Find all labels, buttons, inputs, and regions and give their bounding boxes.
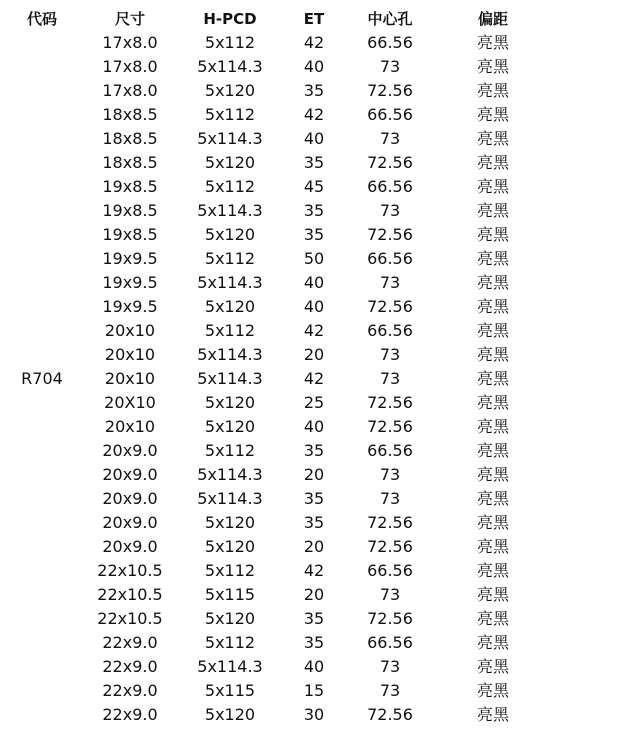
cell-pcd: 5x114.3 [197, 369, 263, 388]
cell-code [0, 79, 84, 103]
table-body [0, 31, 625, 727]
cell-offset: 亮黑 [476, 537, 509, 556]
table-row [0, 415, 625, 439]
cell-pcd: 5x115 [204, 681, 256, 700]
cell-center-bore: 73 [379, 201, 401, 220]
cell-center-bore: 72.56 [367, 225, 413, 244]
cell-code [0, 703, 84, 727]
cell-code [0, 511, 84, 535]
table-row [0, 199, 625, 223]
cell-code [0, 55, 84, 79]
cell-et: 35 [303, 81, 325, 100]
cell-size: 22x9.0 [102, 681, 158, 700]
cell-code [0, 583, 84, 607]
cell-center-bore: 66.56 [367, 321, 413, 340]
cell-code [0, 343, 84, 367]
cell-code [0, 535, 84, 559]
cell-size: 18x8.5 [102, 129, 158, 148]
cell-et: 42 [303, 33, 325, 52]
cell-center-bore: 66.56 [367, 105, 413, 124]
cell-center-bore: 73 [379, 129, 401, 148]
cell-pcd: 5x120 [204, 393, 256, 412]
table-row [0, 103, 625, 127]
table-row [0, 223, 625, 247]
table-row [0, 343, 625, 367]
cell-pcd: 5x114.3 [197, 345, 263, 364]
table-row [0, 367, 625, 391]
table-row [0, 511, 625, 535]
cell-center-bore: 72.56 [367, 393, 413, 412]
wheel-spec-table [0, 7, 625, 727]
cell-center-bore: 73 [379, 57, 401, 76]
cell-offset: 亮黑 [476, 417, 509, 436]
cell-center-bore: 73 [379, 369, 401, 388]
cell-pcd: 5x114.3 [197, 273, 263, 292]
cell-offset: 亮黑 [476, 465, 509, 484]
cell-pcd: 5x114.3 [197, 465, 263, 484]
cell-pcd: 5x112 [204, 441, 256, 460]
cell-et: 40 [303, 129, 325, 148]
cell-offset: 亮黑 [476, 681, 509, 700]
cell-offset: 亮黑 [476, 33, 509, 52]
cell-center-bore: 72.56 [367, 153, 413, 172]
cell-size: 20x10 [104, 321, 156, 340]
cell-size: 20X10 [104, 393, 156, 412]
cell-size: 17x8.0 [102, 57, 158, 76]
cell-et: 42 [303, 369, 325, 388]
table-row [0, 55, 625, 79]
cell-pcd: 5x114.3 [197, 657, 263, 676]
cell-size: 22x9.0 [102, 633, 158, 652]
table-row [0, 703, 625, 727]
cell-code: R704 [21, 369, 63, 388]
cell-offset: 亮黑 [476, 657, 509, 676]
cell-size: 19x9.5 [102, 297, 158, 316]
cell-center-bore: 72.56 [367, 417, 413, 436]
cell-size: 17x8.0 [102, 33, 158, 52]
cell-pcd: 5x120 [204, 297, 256, 316]
cell-code [0, 463, 84, 487]
cell-offset: 亮黑 [476, 201, 509, 220]
cell-code [0, 31, 84, 55]
cell-size: 20x10 [104, 369, 156, 388]
cell-et: 40 [303, 417, 325, 436]
cell-code [0, 631, 84, 655]
cell-offset: 亮黑 [476, 129, 509, 148]
cell-size: 20x9.0 [102, 513, 158, 532]
header-et: ET [303, 10, 325, 28]
cell-et: 35 [303, 153, 325, 172]
cell-et: 20 [303, 585, 325, 604]
cell-code [0, 247, 84, 271]
cell-pcd: 5x112 [204, 33, 256, 52]
cell-et: 42 [303, 105, 325, 124]
cell-code [0, 199, 84, 223]
cell-pcd: 5x112 [204, 321, 256, 340]
cell-size: 20x9.0 [102, 489, 158, 508]
cell-pcd: 5x120 [204, 705, 256, 724]
cell-code [0, 487, 84, 511]
cell-size: 17x8.0 [102, 81, 158, 100]
cell-pcd: 5x112 [204, 249, 256, 268]
cell-size: 20x9.0 [102, 537, 158, 556]
cell-et: 35 [303, 441, 325, 460]
cell-pcd: 5x114.3 [197, 201, 263, 220]
cell-size: 18x8.5 [102, 153, 158, 172]
table-row [0, 319, 625, 343]
table-row [0, 151, 625, 175]
cell-offset: 亮黑 [476, 153, 509, 172]
cell-et: 35 [303, 201, 325, 220]
cell-offset: 亮黑 [476, 105, 509, 124]
cell-center-bore: 72.56 [367, 705, 413, 724]
table-row [0, 559, 625, 583]
table-header-row [0, 7, 625, 31]
cell-et: 45 [303, 177, 325, 196]
cell-pcd: 5x114.3 [197, 57, 263, 76]
cell-et: 40 [303, 273, 325, 292]
cell-et: 35 [303, 609, 325, 628]
cell-et: 40 [303, 297, 325, 316]
cell-pcd: 5x112 [204, 177, 256, 196]
cell-offset: 亮黑 [476, 225, 509, 244]
cell-center-bore: 72.56 [367, 609, 413, 628]
table-row [0, 631, 625, 655]
cell-center-bore: 73 [379, 489, 401, 508]
table-row [0, 391, 625, 415]
table-row [0, 31, 625, 55]
cell-size: 19x9.5 [102, 249, 158, 268]
table-row [0, 607, 625, 631]
cell-offset: 亮黑 [476, 369, 509, 388]
cell-et: 20 [303, 345, 325, 364]
cell-et: 42 [303, 561, 325, 580]
cell-code [0, 103, 84, 127]
cell-size: 20x9.0 [102, 441, 158, 460]
cell-pcd: 5x114.3 [197, 489, 263, 508]
cell-size: 19x8.5 [102, 201, 158, 220]
cell-pcd: 5x120 [204, 513, 256, 532]
cell-pcd: 5x112 [204, 105, 256, 124]
cell-pcd: 5x115 [204, 585, 256, 604]
cell-center-bore: 73 [379, 585, 401, 604]
cell-offset: 亮黑 [476, 489, 509, 508]
cell-code [0, 655, 84, 679]
cell-code [0, 679, 84, 703]
cell-pcd: 5x120 [204, 153, 256, 172]
cell-size: 20x10 [104, 345, 156, 364]
cell-offset: 亮黑 [476, 393, 509, 412]
table-row [0, 487, 625, 511]
cell-center-bore: 72.56 [367, 513, 413, 532]
cell-pcd: 5x120 [204, 225, 256, 244]
cell-pcd: 5x120 [204, 81, 256, 100]
cell-et: 50 [303, 249, 325, 268]
cell-et: 15 [303, 681, 325, 700]
cell-size: 22x9.0 [102, 657, 158, 676]
cell-offset: 亮黑 [476, 81, 509, 100]
table-row [0, 127, 625, 151]
cell-center-bore: 66.56 [367, 441, 413, 460]
cell-offset: 亮黑 [476, 513, 509, 532]
cell-offset: 亮黑 [476, 321, 509, 340]
cell-size: 18x8.5 [102, 105, 158, 124]
cell-center-bore: 66.56 [367, 633, 413, 652]
cell-center-bore: 72.56 [367, 297, 413, 316]
table-row [0, 247, 625, 271]
cell-center-bore: 66.56 [367, 249, 413, 268]
cell-pcd: 5x114.3 [197, 129, 263, 148]
cell-et: 35 [303, 513, 325, 532]
cell-code [0, 151, 84, 175]
cell-size: 20x9.0 [102, 465, 158, 484]
header-pcd: H-PCD [203, 10, 257, 28]
table-row [0, 679, 625, 703]
header-code: 代码 [26, 10, 57, 28]
cell-size: 20x10 [104, 417, 156, 436]
table-row [0, 655, 625, 679]
cell-et: 30 [303, 705, 325, 724]
cell-offset: 亮黑 [476, 57, 509, 76]
cell-code [0, 223, 84, 247]
cell-code [0, 415, 84, 439]
cell-code [0, 295, 84, 319]
cell-size: 19x8.5 [102, 225, 158, 244]
cell-offset: 亮黑 [476, 297, 509, 316]
cell-offset: 亮黑 [476, 561, 509, 580]
cell-et: 20 [303, 465, 325, 484]
cell-size: 19x8.5 [102, 177, 158, 196]
table-row [0, 79, 625, 103]
cell-offset: 亮黑 [476, 249, 509, 268]
cell-code [0, 127, 84, 151]
cell-offset: 亮黑 [476, 441, 509, 460]
header-center-bore: 中心孔 [367, 10, 413, 28]
cell-size: 22x9.0 [102, 705, 158, 724]
table-row [0, 583, 625, 607]
table-row [0, 295, 625, 319]
cell-center-bore: 66.56 [367, 177, 413, 196]
cell-pcd: 5x120 [204, 537, 256, 556]
cell-offset: 亮黑 [476, 633, 509, 652]
table-row [0, 175, 625, 199]
cell-offset: 亮黑 [476, 177, 509, 196]
cell-pcd: 5x120 [204, 417, 256, 436]
cell-et: 35 [303, 633, 325, 652]
cell-size: 22x10.5 [97, 561, 163, 580]
cell-center-bore: 73 [379, 273, 401, 292]
cell-code [0, 319, 84, 343]
header-size: 尺寸 [114, 10, 145, 28]
cell-offset: 亮黑 [476, 345, 509, 364]
table-row [0, 463, 625, 487]
cell-size: 22x10.5 [97, 609, 163, 628]
cell-center-bore: 73 [379, 465, 401, 484]
cell-center-bore: 66.56 [367, 33, 413, 52]
cell-offset: 亮黑 [476, 585, 509, 604]
cell-center-bore: 73 [379, 657, 401, 676]
cell-offset: 亮黑 [476, 705, 509, 724]
cell-code [0, 391, 84, 415]
cell-et: 20 [303, 537, 325, 556]
table-row [0, 271, 625, 295]
cell-code [0, 559, 84, 583]
cell-size: 22x10.5 [97, 585, 163, 604]
cell-size: 19x9.5 [102, 273, 158, 292]
cell-center-bore: 66.56 [367, 561, 413, 580]
cell-center-bore: 72.56 [367, 81, 413, 100]
cell-center-bore: 72.56 [367, 537, 413, 556]
table-row [0, 535, 625, 559]
cell-et: 40 [303, 657, 325, 676]
header-offset: 偏距 [477, 10, 508, 28]
cell-code [0, 607, 84, 631]
cell-pcd: 5x120 [204, 609, 256, 628]
cell-pcd: 5x112 [204, 633, 256, 652]
cell-et: 35 [303, 489, 325, 508]
table-row [0, 439, 625, 463]
cell-et: 35 [303, 225, 325, 244]
cell-offset: 亮黑 [476, 609, 509, 628]
cell-et: 25 [303, 393, 325, 412]
cell-code [0, 175, 84, 199]
cell-pcd: 5x112 [204, 561, 256, 580]
cell-offset: 亮黑 [476, 273, 509, 292]
cell-code [0, 439, 84, 463]
cell-et: 40 [303, 57, 325, 76]
cell-center-bore: 73 [379, 681, 401, 700]
cell-et: 42 [303, 321, 325, 340]
cell-center-bore: 73 [379, 345, 401, 364]
cell-code [0, 271, 84, 295]
